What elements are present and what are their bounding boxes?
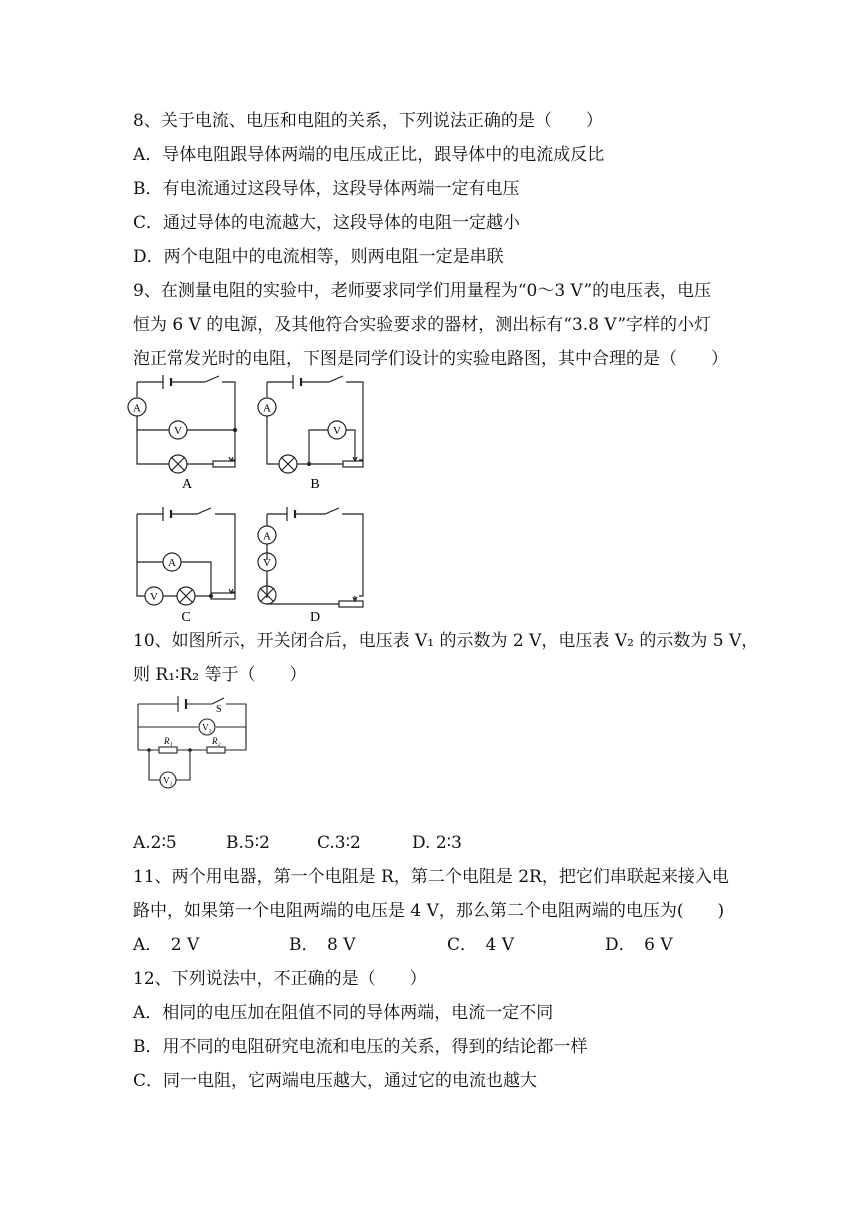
v1-label: V₁	[163, 775, 173, 786]
q11-stem-line1: 11、两个用电器，第一个电阻是 R，第二个电阻是 2R，把它们串联起来接入电	[133, 867, 729, 887]
q9-stem-line1: 9、在测量电阻的实验中，老师要求同学们用量程为“0～3 V”的电压表，电压	[133, 281, 712, 301]
q10-circuit-figure[interactable]	[128, 690, 258, 796]
figure-label-b: B	[310, 477, 320, 492]
q11-option-a[interactable]: A． 2 V	[133, 935, 200, 955]
circuit-figure-b[interactable]	[255, 372, 375, 494]
q11-option-c[interactable]: C． 4 V	[447, 935, 515, 955]
q8-option-a[interactable]: A．导体电阻跟导体两端的电压成正比，跟导体中的电流成反比	[133, 145, 605, 165]
r1-label: R₁	[164, 736, 173, 746]
q8-option-c[interactable]: C．通过导体的电流越大，这段导体的电阻一定越小	[133, 213, 521, 233]
ammeter-d-label: A	[263, 530, 271, 543]
figure-label-d: D	[309, 610, 321, 625]
q10-options	[133, 832, 733, 854]
voltmeter-a-label: V	[174, 425, 182, 437]
q8-option-b[interactable]: B．有电流通过这段导体，这段导体两端一定有电压	[133, 179, 520, 199]
q11-option-d[interactable]: D． 6 V	[605, 935, 673, 955]
circuit-figure-d[interactable]	[255, 500, 375, 628]
figure-label-c: C	[181, 610, 191, 625]
q10-option-d[interactable]: D. 2∶3	[412, 833, 462, 853]
q12-option-c[interactable]: C．同一电阻，它两端电压越大，通过它的电流也越大	[133, 1071, 538, 1091]
circuit-figure-c[interactable]	[125, 500, 245, 628]
ammeter-c-label: A	[168, 557, 176, 569]
q9-stem-line3: 泡正常发光时的电阻，下图是同学们设计的实验电路图，其中合理的是（ ）	[133, 349, 728, 369]
q10-stem-line1: 10、如图所示，开关闭合后，电压表 V₁ 的示数为 2 V，电压表 V₂ 的示数为 5 V，	[133, 631, 759, 651]
q8-stem: 8、关于电流、电压和电阻的关系，下列说法正确的是（ ）	[133, 111, 603, 131]
q10-option-c[interactable]: C.3∶2	[317, 833, 361, 853]
q10-option-b[interactable]: B.5∶2	[226, 833, 270, 853]
ammeter-a-label: A	[133, 402, 141, 415]
q10-stem-line2: 则 R₁∶R₂ 等于（ ）	[133, 665, 307, 685]
q9-stem-line2: 恒为 6 V 的电源，及其他符合实验要求的器材，测出标有“3.8 V”字样的小灯	[133, 315, 712, 335]
q12-option-b[interactable]: B．用不同的电阻研究电流和电压的关系，得到的结论都一样	[133, 1037, 588, 1057]
figure-label-a: A	[181, 477, 193, 492]
q10-option-a[interactable]: A.2∶5	[133, 833, 177, 853]
q11-stem-line2: 路中，如果第一个电阻两端的电压是 4 V，那么第二个电阻两端的电压为( )	[133, 901, 725, 921]
voltmeter-d-label: V	[263, 557, 271, 569]
q11-option-b[interactable]: B． 8 V	[289, 935, 356, 955]
q8-option-d[interactable]: D．两个电阻中的电流相等，则两电阻一定是串联	[133, 247, 504, 267]
voltmeter-c-label: V	[150, 591, 158, 603]
q12-stem: 12、下列说法中，不正确的是（ ）	[133, 969, 427, 989]
ammeter-b-label: A	[263, 402, 271, 415]
voltmeter-b-label: V	[333, 425, 341, 437]
v2-label: V₂	[202, 722, 212, 733]
circuit-figure-a[interactable]	[125, 372, 245, 494]
r2-label: R₂	[212, 736, 221, 746]
q12-option-a[interactable]: A．相同的电压加在阻值不同的导体两端，电流一定不同	[133, 1003, 554, 1023]
q11-options	[133, 934, 733, 956]
switch-s-label: S	[216, 704, 222, 715]
